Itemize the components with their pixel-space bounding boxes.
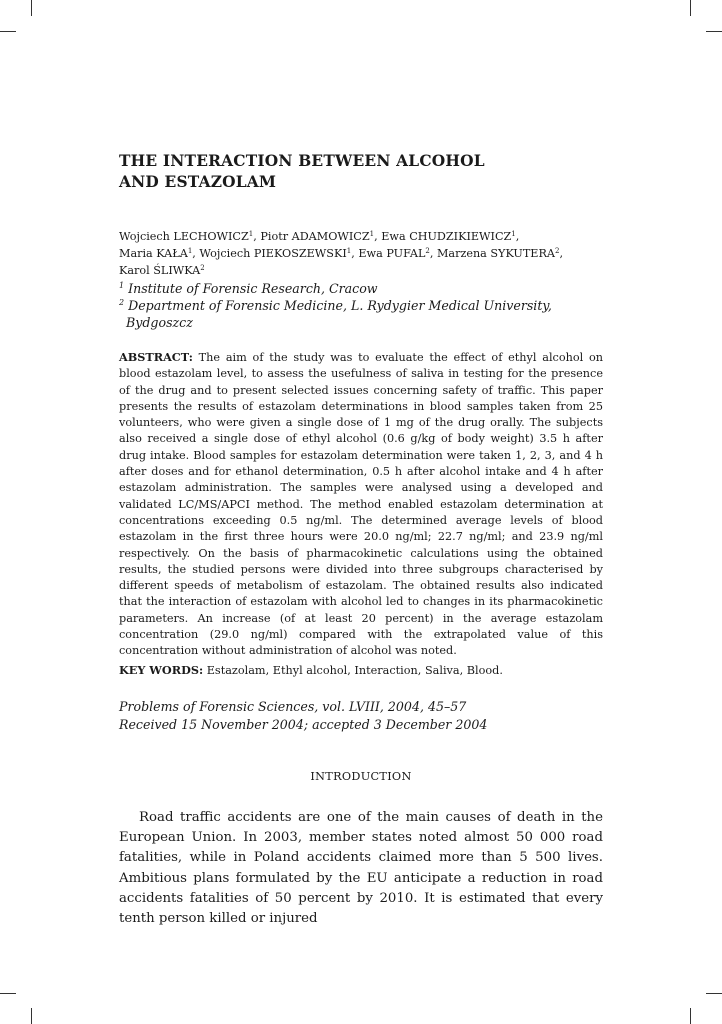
- author-affiliation-mark: 2: [425, 247, 430, 255]
- author-affiliation-mark: 1: [248, 230, 254, 238]
- author-name: Ewa CHUDZIKIEWICZ: [381, 230, 512, 243]
- journal-info: [119, 698, 603, 733]
- author-name: Piotr ADAMOWICZ: [260, 230, 370, 243]
- abstract-text: The aim of the study was to evaluate the effect of ethyl alcohol on blood estazolam level, to assess the usefulness of saliva in testing for the presence of the drug and to present selected issues concerning safety of traffic. This paper presents the results of estazolam determinations in blood samples taken from 25 volunteers, who were given a single dose of 1 mg of the drug orally. The subjects also received a single dose of ethyl alcohol (0.6 g/kg of body weight) 3.5 h after drug intake. Blood samples for estazolam determination were taken 1, 2, 3, and 4 h after doses and for ethanol determination, 0.5 h after alcohol intake and 4 h after estazolam administration. The samples were analysed using a developed and validated LC/MS/APCI method. The method enabled estazolam determination at concentrations exceeding 0.5 ng/ml. The determined average levels of blood estazolam in the first three hours were 20.0 ng/ml; 22.7 ng/ml; and 23.9 ng/ml respectively. On the basis of pharmacokinetic calculations using the obtained results, the studied persons were divided into three subgroups characterised by different speeds of metabolism of estazolam. The obtained results also indicated that the interaction of estazolam with alcohol led to changes in its pharmacokinetic parameters. An increase (of at least 20 percent) in the average estazolam concentration (29.0 ng/ml) compared with the extrapolated value of this concentration without administration of alcohol was noted.: [119, 351, 604, 658]
- introduction-paragraph: [119, 808, 603, 929]
- section-heading-introduction: INTRODUCTION: [310, 770, 412, 783]
- crop-mark-right-top: [706, 31, 722, 32]
- affiliation-continuation: Bydgoszcz: [126, 315, 193, 330]
- author-name: Ewa PUFAL: [358, 247, 426, 260]
- crop-mark-bottom-right: [690, 1008, 691, 1024]
- keywords-text: Estazolam, Ethyl alcohol, Interaction, Saliva, Blood.: [206, 664, 503, 677]
- abstract: [119, 349, 603, 660]
- crop-mark-right-bottom: [706, 993, 722, 994]
- journal-citation: Problems of Forensic Sciences, vol. LVIII, 2004, 45–57: [119, 699, 467, 714]
- author-name: Wojciech LECHOWICZ: [119, 230, 249, 243]
- title-line: AND ESTAZOLAM: [119, 173, 277, 191]
- affiliation-text: Department of Forensic Medicine, L. Rydygier Medical University,: [128, 298, 552, 313]
- affiliation-number: 2: [119, 298, 125, 307]
- author-name: Maria KAŁA: [119, 247, 188, 260]
- abstract-label: ABSTRACT:: [119, 350, 193, 364]
- affiliation-list: [119, 280, 603, 331]
- author-affiliation-mark: 1: [511, 230, 516, 238]
- title-line: THE INTERACTION BETWEEN ALCOHOL: [119, 152, 485, 170]
- crop-mark-left-top: [0, 31, 16, 32]
- affiliation-item: [119, 280, 603, 297]
- affiliation-number: 1: [119, 281, 125, 290]
- author-affiliation-mark: 1: [346, 247, 352, 255]
- crop-mark-top-left: [31, 0, 32, 16]
- affiliation-item: [119, 297, 603, 314]
- keywords-label: KEY WORDS:: [119, 663, 204, 677]
- author-affiliation-mark: 1: [369, 230, 375, 238]
- received-dates: Received 15 November 2004; accepted 3 December 2004: [119, 716, 488, 732]
- introduction-text: Road traffic accidents are one of the main causes of death in the European Union. In 2003, member states noted almost 50 000 road fatalities, while in Poland accidents claimed more than 5 500 lives. Ambitious plans formulated by the EU anticipate a reduction in road accidents fatalities of 50 percent by 2010. It is estimated that every tenth person killed or injured: [119, 810, 603, 927]
- keywords: [119, 662, 603, 679]
- author-affiliation-mark: 2: [200, 264, 205, 272]
- author-name: Karol ŚLIWKA: [119, 264, 201, 277]
- author-list: Wojciech LECHOWICZ$^1$, Piotr ADAMOWICZ$^1$, Ewa CHUDZIKIEWICZ$^1$, Maria KAŁA$^1$, Wojciech PIEKOSZEWSKI$^1$, Ewa PUFAL$^2$, Marzena SYKUTERA$^2$, Karol ŚLIWKA$^2$: [119, 230, 563, 277]
- author-affiliation-mark: 2: [554, 247, 560, 255]
- crop-mark-left-bottom: [0, 993, 16, 994]
- crop-mark-bottom-left: [31, 1008, 32, 1024]
- crop-mark-top-right: [690, 0, 691, 16]
- author-affiliation-mark: 1: [187, 247, 193, 255]
- author-name: Wojciech PIEKOSZEWSKI: [199, 247, 347, 260]
- article-title: [119, 151, 603, 193]
- author-name: Marzena SYKUTERA: [436, 247, 555, 260]
- affiliation-text: Institute of Forensic Research, Cracow: [128, 281, 378, 296]
